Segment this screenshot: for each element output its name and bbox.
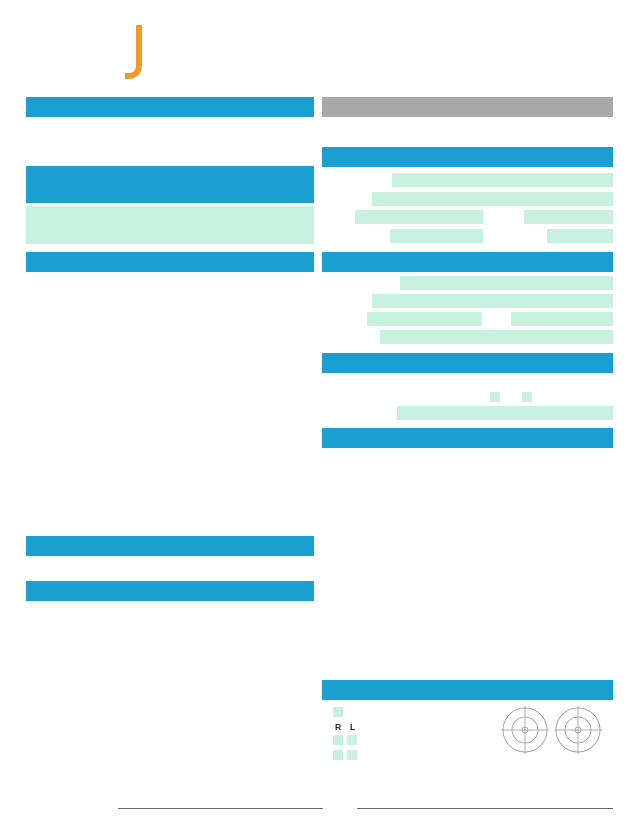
health-card-field[interactable] [390, 229, 483, 243]
clinical-info-field[interactable] [26, 206, 314, 244]
breast-r-label: R [335, 722, 342, 732]
clinical-header [26, 166, 314, 203]
outside-yes-checkbox[interactable] [490, 392, 500, 402]
breast-header [322, 680, 613, 700]
bmd-header [26, 536, 314, 556]
logo-j-icon [125, 24, 155, 82]
breast-us-r-checkbox[interactable] [333, 750, 343, 760]
location-header [26, 97, 314, 117]
signature-line[interactable] [118, 808, 323, 809]
copies-field[interactable] [380, 330, 613, 344]
date-line[interactable] [357, 808, 613, 809]
appointment-header [322, 97, 613, 117]
dates-locations-field[interactable] [397, 406, 613, 420]
patient-phone-field[interactable] [524, 210, 613, 224]
version-code-field[interactable] [547, 229, 613, 243]
outside-no-checkbox[interactable] [522, 392, 532, 402]
breast-us-l-checkbox[interactable] [347, 750, 357, 760]
breast-diagram-icon[interactable] [490, 700, 610, 760]
ultrasound-header [26, 581, 314, 601]
mammo-r-checkbox[interactable] [333, 735, 343, 745]
physician-phone-field[interactable] [367, 312, 482, 326]
patient-address-field[interactable] [372, 192, 613, 206]
physician-print-field[interactable] [400, 276, 613, 290]
nuclear-header [322, 428, 613, 448]
dob-field[interactable] [355, 210, 483, 224]
patient-name-field[interactable] [392, 173, 613, 187]
previous-imaging-header [322, 353, 613, 373]
physician-header [322, 252, 613, 272]
physician-address-field[interactable] [372, 294, 613, 308]
physician-fax-field[interactable] [511, 312, 613, 326]
diagnostic-checkbox[interactable] [333, 707, 343, 717]
xray-header [26, 252, 314, 272]
mammo-l-checkbox[interactable] [347, 735, 357, 745]
patient-header [322, 147, 613, 167]
breast-l-label: L [350, 722, 356, 732]
hospital-logo [28, 24, 138, 82]
